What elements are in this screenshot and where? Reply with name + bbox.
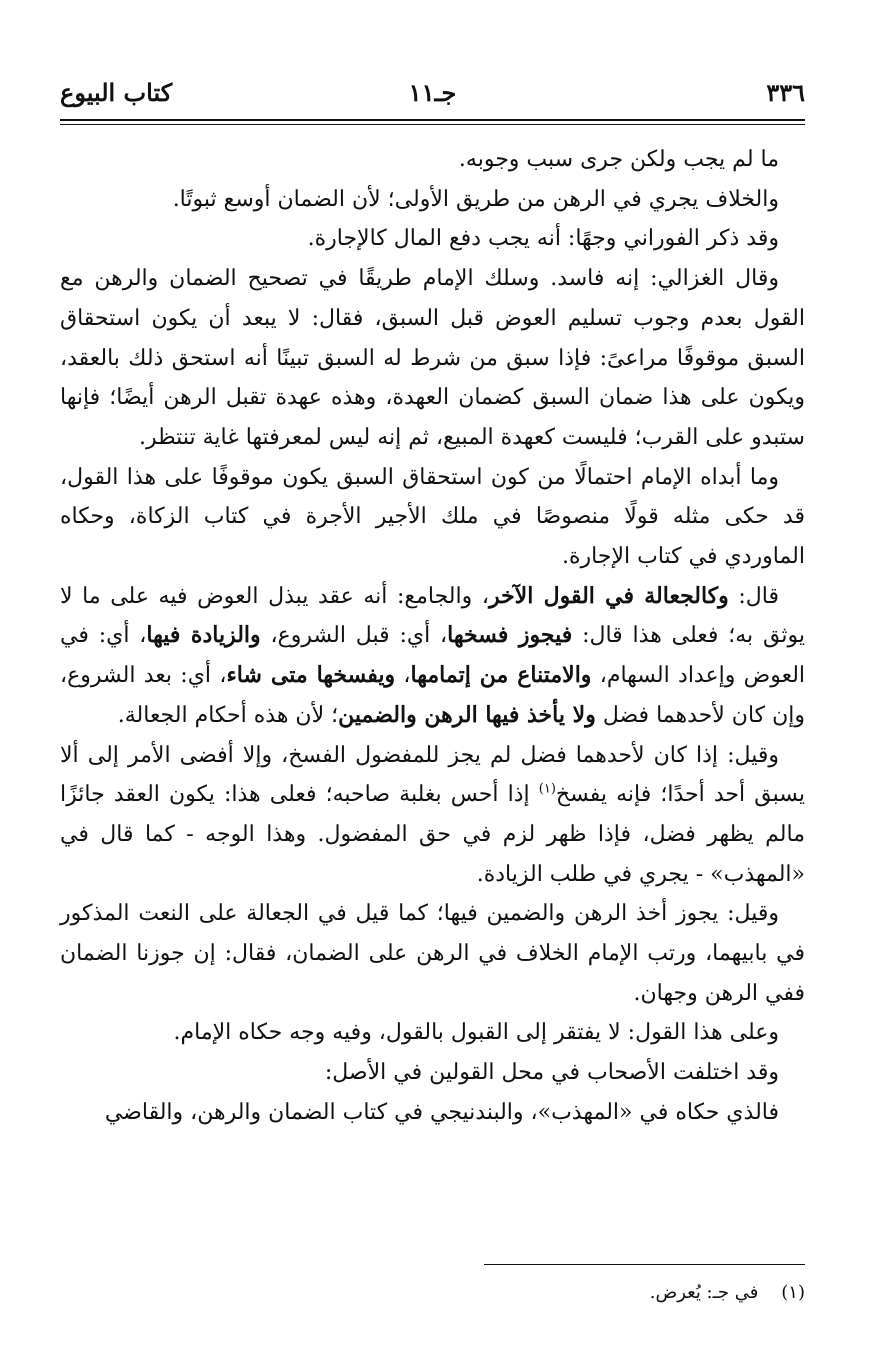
page-header — [60, 78, 805, 118]
paragraph — [60, 736, 805, 895]
commentary-text: وقيل: إذا كان لأحدهما فضل لم يجز للمفضول الفسخ، وإلا أفضى الأمر إلى ألا يسبق أحد أحدًا؛ فإنه يفسخ — [60, 742, 805, 808]
paragraph — [60, 140, 805, 180]
commentary-text: ، أي: في العوض وإعداد السهام، — [60, 623, 806, 689]
commentary-text: وقال الغزالي: إنه فاسد. وسلك الإمام طريقًا في تصحيح الضمان والرهن مع القول بعدم وجوب تسليم العوض قبل السبق، فقال: لا يبعد أن يكون استحقاق السبق موقوفًا مراعىً: فإذا سبق من شرط له السبق تبينًا أنه استحق ذلك بالعقد، ويكون على هذا ضمان السبق كضمان العهدة، وهذه عهدة تقبل الرهن أيضًا؛ فإنها ستبدو على القرب؛ فليست كعهدة المبيع، ثم إنه ليس لمعرفتها غاية تنتظر. — [60, 266, 805, 450]
header-rule-thin — [60, 124, 805, 125]
commentary-text: ، أي: بعد الشروع، وإن كان لأحدهما فضل — [60, 663, 805, 728]
commentary-text: ما لم يجب ولكن جرى سبب وجوبه. — [458, 147, 779, 172]
footnote-reference: (١) — [538, 781, 556, 797]
paragraph — [60, 1093, 805, 1133]
page-number: ٣٣٦ — [766, 78, 805, 107]
commentary-text: فالذي حكاه في «المهذب»، والبندنيجي في كتاب الضمان والرهن، والقاضي — [104, 1099, 779, 1125]
paragraph — [60, 458, 805, 577]
commentary-text: وما أبداه الإمام احتمالًا من كون استحقاق السبق يكون موقوفًا على هذا القول، قد حكى مثله قولًا منصوصًا في ملك الأجير الأجرة في كتاب الزكاة، وحكاه الماوردي في كتاب الإجارة. — [60, 464, 805, 570]
commentary-text: ، أي: قبل الشروع، — [260, 623, 448, 649]
matn-text: والامتناع من إتمامها — [410, 662, 592, 689]
body-text — [60, 140, 805, 1133]
matn-text: والزيادة فيها — [146, 622, 261, 649]
commentary-text: وقد اختلفت الأصحاب في محل القولين في الأصل: — [324, 1060, 779, 1086]
footnote-separator — [484, 1264, 805, 1265]
paragraph — [60, 219, 805, 259]
commentary-text: وعلى هذا القول: لا يفتقر إلى القبول بالقول، وفيه وجه حكاه الإمام. — [173, 1020, 779, 1046]
commentary-text: إذا أحس بغلبة صاحبه؛ فعلى هذا: يكون العقد جائزًا مالم يظهر فضل، فإذا ظهر لزم في حق المفضول. وهذا الوجه - كما قال في «المهذب» - يجري في طلب الزيادة. — [60, 782, 805, 887]
paragraph — [60, 1053, 805, 1093]
header-rule-thick — [60, 119, 805, 121]
matn-text: ويفسخها متى شاء — [226, 662, 396, 689]
paragraph — [60, 180, 805, 220]
matn-text: ولا يأخذ فيها الرهن والضمين — [338, 701, 596, 728]
paragraph — [60, 1013, 805, 1053]
commentary-text: وقد ذكر الفوراني وجهًا: أنه يجب دفع المال كالإجارة. — [307, 226, 779, 252]
paragraph — [60, 259, 805, 458]
paragraph — [60, 577, 805, 736]
commentary-text: ؛ لأن هذه أحكام الجعالة. — [117, 702, 339, 728]
book-title: كتاب البيوع — [60, 78, 173, 107]
commentary-text: ، والجامع: أنه عقد يبذل العوض فيه على ما لا يوثق به؛ فعلى هذا قال: — [60, 583, 805, 649]
volume-label: جـ١١ — [408, 78, 457, 107]
footnote-marker: (١) — [781, 1282, 805, 1303]
commentary-text: قال: — [728, 583, 779, 609]
footnote — [60, 1278, 805, 1308]
paragraph — [60, 894, 805, 1013]
commentary-text: وقيل: يجوز أخذ الرهن والضمين فيها؛ كما قيل في الجعالة على النعت المذكور في بابيهما، ورتب الإمام الخلاف في الرهن على الضمان، فقال: إن جوزنا الضمان ففي الرهن وجهان. — [60, 901, 805, 1006]
matn-text: فيجوز فسخها — [447, 622, 573, 649]
footnote-text: في جـ: يُعرض. — [649, 1282, 759, 1303]
commentary-text: ، — [395, 663, 411, 689]
commentary-text: والخلاف يجري في الرهن من طريق الأولى؛ لأن الضمان أوسع ثبوتًا. — [172, 186, 779, 212]
matn-text: وكالجعالة في القول الآخر — [488, 582, 729, 609]
